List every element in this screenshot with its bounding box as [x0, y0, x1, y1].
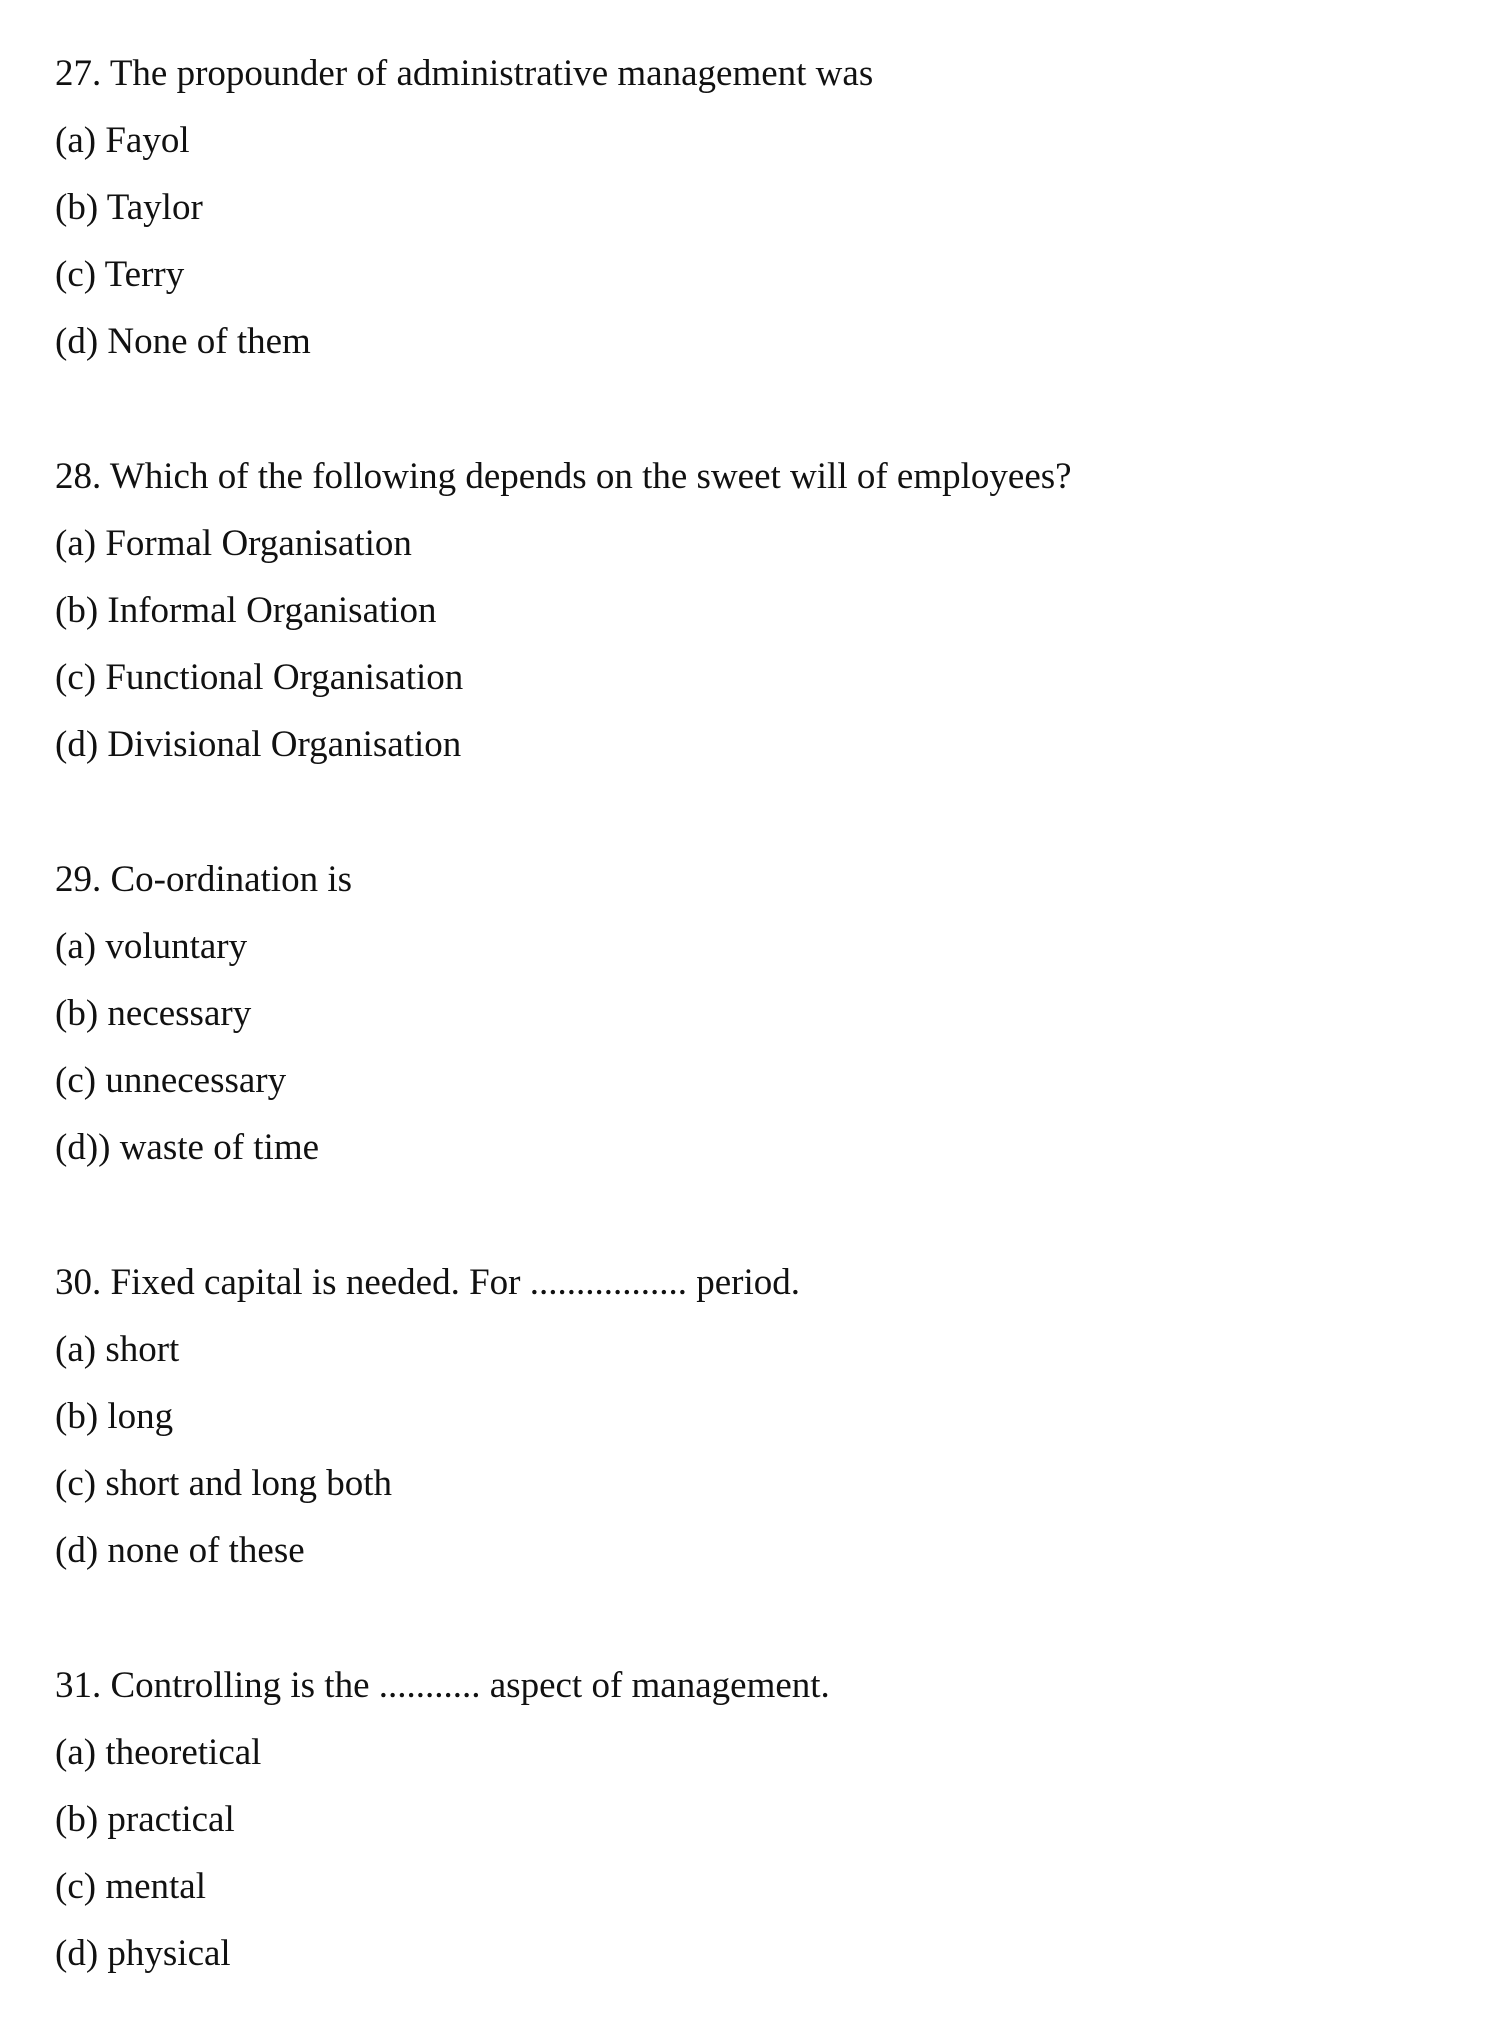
option-b: (b) long: [55, 1396, 174, 1437]
option-c: (c) Functional Organisation: [55, 657, 464, 698]
question-stem: 29. Co-ordination is: [55, 859, 353, 900]
option-d: (d)) waste of time: [55, 1127, 320, 1168]
option-c: (c) unnecessary: [55, 1060, 287, 1101]
option-c: (c) mental: [55, 1866, 206, 1907]
option-d: (d) None of them: [55, 321, 311, 362]
option-d: (d) physical: [55, 1933, 231, 1974]
option-a: (a) theoretical: [55, 1732, 262, 1773]
question-stem: 31. Controlling is the ........... aspect of management.: [55, 1665, 830, 1706]
option-c: (c) short and long both: [55, 1463, 393, 1504]
question-stem: 27. The propounder of administrative management was: [55, 53, 874, 94]
option-b: (b) Taylor: [55, 187, 203, 228]
option-a: (a) voluntary: [55, 926, 248, 967]
option-d: (d) Divisional Organisation: [55, 724, 462, 765]
option-b: (b) practical: [55, 1799, 235, 1840]
option-b: (b) Informal Organisation: [55, 590, 437, 631]
option-c: (c) Terry: [55, 254, 185, 295]
option-a: (a) Formal Organisation: [55, 523, 412, 564]
question-stem: 28. Which of the following depends on the sweet will of employees?: [55, 456, 1072, 497]
option-b: (b) necessary: [55, 993, 252, 1034]
option-d: (d) none of these: [55, 1530, 305, 1571]
question-stem: 30. Fixed capital is needed. For ................. period.: [55, 1262, 801, 1303]
option-a: (a) short: [55, 1329, 180, 1370]
option-a: (a) Fayol: [55, 120, 190, 161]
